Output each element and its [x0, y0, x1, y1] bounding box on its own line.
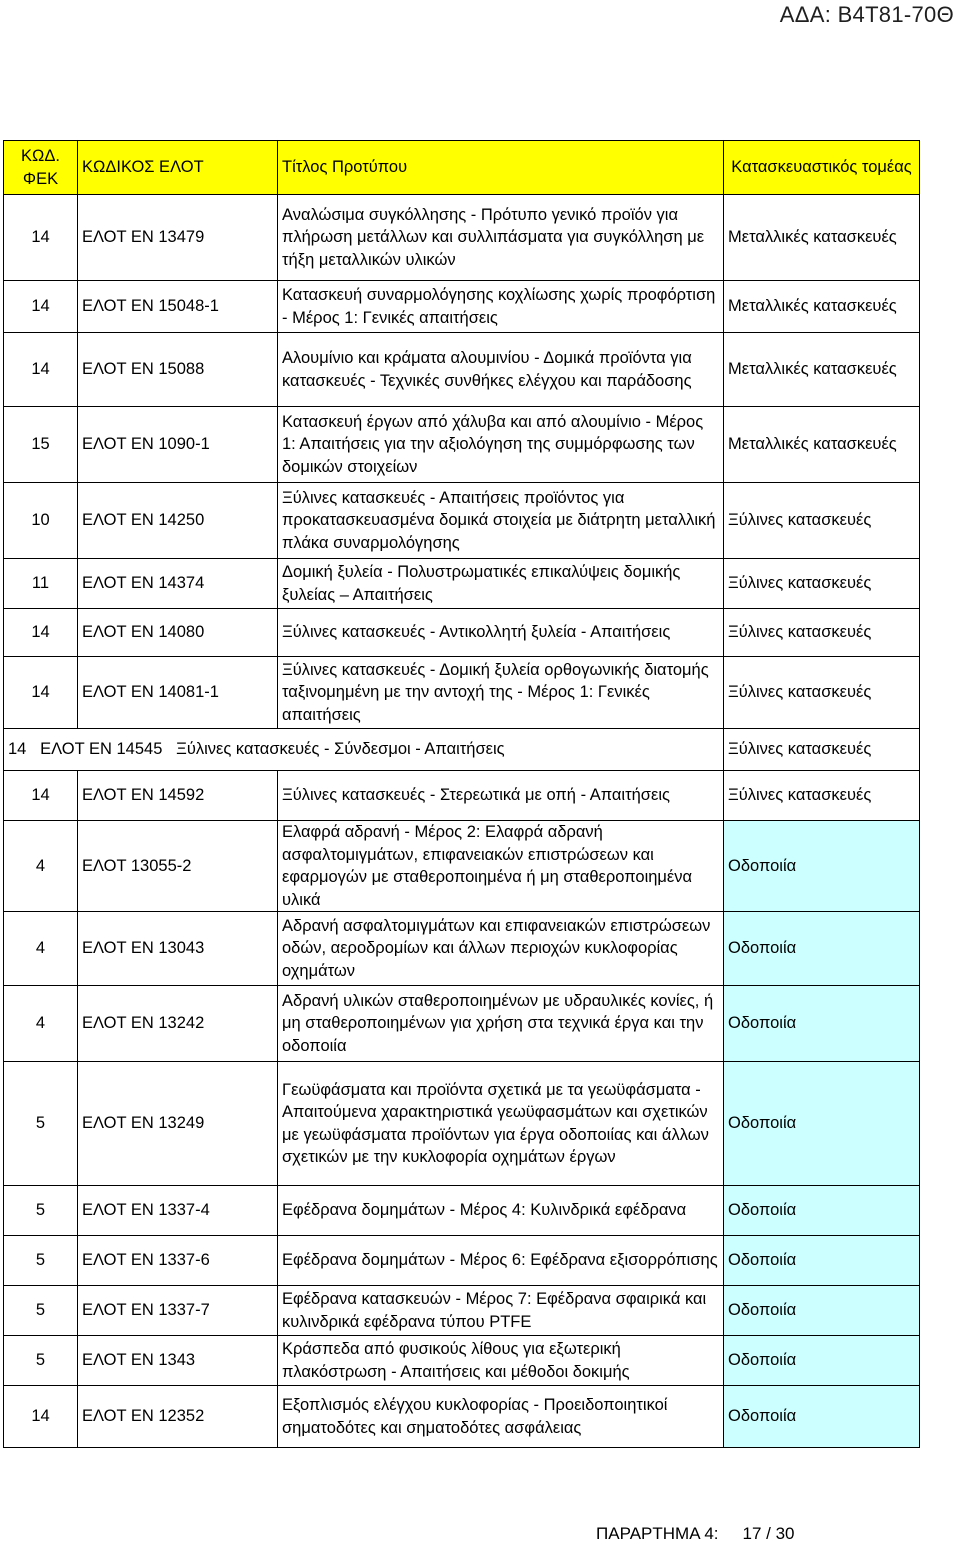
- cell-sector: Οδοποιία: [724, 986, 920, 1062]
- cell-sector: Μεταλλικές κατασκευές: [724, 407, 920, 483]
- table-row: [4, 1386, 920, 1448]
- cell-code: ΕΛΟΤ ΕΝ 14374: [78, 559, 278, 609]
- cell-title: Αδρανή υλικών σταθεροποιημένων με υδραυλικές κονίες, ή μη σταθεροποιημένων για χρήση στα τεχνικά έργα και την οδοποιία: [278, 986, 724, 1062]
- cell-fek: 14: [4, 1386, 78, 1448]
- cell-fek: 14: [4, 771, 78, 821]
- table-row: [4, 559, 920, 609]
- cell-sector: Ξύλινες κατασκευές: [724, 559, 920, 609]
- cell-fek: 4: [4, 986, 78, 1062]
- cell-fek: 5: [4, 1336, 78, 1386]
- table-row: [4, 1236, 920, 1286]
- table-row: [4, 912, 920, 986]
- table-row: [4, 333, 920, 407]
- cell-title: Εξοπλισμός ελέγχου κυκλοφορίας - Προειδοποιητικοί σηματοδότες και σηματοδότες ασφάλειας: [278, 1386, 724, 1448]
- cell-title: Κατασκευή έργων από χάλυβα και από αλουμίνιο - Μέρος 1: Απαιτήσεις για την αξιολόγηση της συμμόρφωσης των δομικών στοιχείων: [278, 407, 724, 483]
- cell-fek: 4: [4, 912, 78, 986]
- cell-code: ΕΛΟΤ ΕΝ 13242: [78, 986, 278, 1062]
- cell-title: Κράσπεδα από φυσικούς λίθους για εξωτερική πλακόστρωση - Απαιτήσεις και μέθοδοι δοκιμής: [278, 1336, 724, 1386]
- cell-title: Ξύλινες κατασκευές - Αντικολλητή ξυλεία - Απαιτήσεις: [278, 609, 724, 657]
- cell-code: ΕΛΟΤ ΕΝ 14250: [78, 483, 278, 559]
- cell-title: Κατασκευή συναρμολόγησης κοχλίωσης χωρίς προφόρτιση - Μέρος 1: Γενικές απαιτήσεις: [278, 281, 724, 333]
- cell-title: Εφέδρανα δομημάτων - Μέρος 6: Εφέδρανα εξισορρόπισης: [278, 1236, 724, 1286]
- table-row: [4, 195, 920, 281]
- cell-fek: 4: [4, 821, 78, 912]
- table-row: [4, 986, 920, 1062]
- cell-code: ΕΛΟΤ ΕΝ 14080: [78, 609, 278, 657]
- cell-code: ΕΛΟΤ ΕΝ 15048-1: [78, 281, 278, 333]
- col-header-fek: ΚΩΔ. ΦΕΚ: [4, 141, 78, 195]
- cell-title: Ξύλινες κατασκευές - Δομική ξυλεία ορθογωνικής διατομής ταξινομημένη με την αντοχή της - Μέρος 1: Γενικές απαιτήσεις: [278, 657, 724, 729]
- cell-sector: Μεταλλικές κατασκευές: [724, 195, 920, 281]
- cell-fek: 14: [4, 657, 78, 729]
- cell-title: Αδρανή ασφαλτομιγμάτων και επιφανειακών επιστρώσεων οδών, αεροδρομίων και άλλων περιοχών κυκλοφορίας οχημάτων: [278, 912, 724, 986]
- cell-title: Δομική ξυλεία - Πολυστρωματικές επικαλύψεις δομικής ξυλείας – Απαιτήσεις: [278, 559, 724, 609]
- cell-code: ΕΛΟΤ ΕΝ 13249: [78, 1062, 278, 1186]
- row-span-text: 14 ΕΛΟΤ ΕΝ 14545 Ξύλινες κατασκευές - Σύνδεσμοι - Απαιτήσεις: [4, 729, 724, 771]
- cell-sector: Οδοποιία: [724, 821, 920, 912]
- col-header-sector: Κατασκευαστικός τομέας: [724, 141, 920, 195]
- cell-code: ΕΛΟΤ ΕΝ 13479: [78, 195, 278, 281]
- cell-sector: Μεταλλικές κατασκευές: [724, 281, 920, 333]
- cell-title: Εφέδρανα κατασκευών - Μέρος 7: Εφέδρανα σφαιρικά και κυλινδρικά εφέδρανα τύπου PTFE: [278, 1286, 724, 1336]
- table-row: [4, 281, 920, 333]
- cell-sector: Ξύλινες κατασκευές: [724, 609, 920, 657]
- table-header-row: [4, 141, 920, 195]
- cell-fek: 14: [4, 333, 78, 407]
- cell-title: Γεωϋφάσματα και προϊόντα σχετικά με τα γεωϋφάσματα - Απαιτούμενα χαρακτηριστικά γεωϋφασμάτων και σχετικών με γεωϋφάσματα προϊόντων για έργα οδοποιίας και άλλων σχετικών με την κυκλοφορία οχημάτων έργων: [278, 1062, 724, 1186]
- cell-title: Ξύλινες κατασκευές - Απαιτήσεις προϊόντος για προκατασκευασμένα δομικά στοιχεία με διάτρητη μεταλλική πλάκα συναρμολόγησης: [278, 483, 724, 559]
- cell-code: ΕΛΟΤ ΕΝ 15088: [78, 333, 278, 407]
- ada-code: ΑΔΑ: Β4Τ81-70Θ: [779, 2, 954, 27]
- table-row: [4, 771, 920, 821]
- cell-code: ΕΛΟΤ ΕΝ 12352: [78, 1386, 278, 1448]
- cell-sector: Ξύλινες κατασκευές: [724, 729, 920, 771]
- col-header-code: ΚΩΔΙΚΟΣ ΕΛΟΤ: [78, 141, 278, 195]
- table-row: [4, 657, 920, 729]
- cell-code: ΕΛΟΤ ΕΝ 1337-6: [78, 1236, 278, 1286]
- cell-fek: 14: [4, 281, 78, 333]
- table-row: [4, 821, 920, 912]
- table-row: [4, 1336, 920, 1386]
- cell-fek: 15: [4, 407, 78, 483]
- annex-label: ΠΑΡΑΡΤΗΜΑ 4:: [596, 1524, 719, 1543]
- cell-fek: 5: [4, 1186, 78, 1236]
- cell-title: Εφέδρανα δομημάτων - Μέρος 4: Κυλινδρικά εφέδρανα: [278, 1186, 724, 1236]
- table-row: [4, 1186, 920, 1236]
- cell-sector: Ξύλινες κατασκευές: [724, 483, 920, 559]
- standards-table: [3, 140, 920, 1448]
- cell-sector: Οδοποιία: [724, 1386, 920, 1448]
- col-header-title: Τίτλος Προτύπου: [278, 141, 724, 195]
- cell-sector: Οδοποιία: [724, 1062, 920, 1186]
- cell-code: ΕΛΟΤ ΕΝ 14592: [78, 771, 278, 821]
- cell-fek: 11: [4, 559, 78, 609]
- cell-sector: Οδοποιία: [724, 1286, 920, 1336]
- cell-title: Αλουμίνιο και κράματα αλουμινίου - Δομικά προϊόντα για κατασκευές - Τεχνικές συνθήκες ελέγχου και παράδοσης: [278, 333, 724, 407]
- table-row: [4, 729, 920, 771]
- cell-code: ΕΛΟΤ 13055-2: [78, 821, 278, 912]
- table-row: [4, 609, 920, 657]
- cell-sector: Μεταλλικές κατασκευές: [724, 333, 920, 407]
- page-number: 17 / 30: [742, 1524, 795, 1543]
- table-row: [4, 1286, 920, 1336]
- table-row: [4, 407, 920, 483]
- table-body: [4, 195, 920, 1448]
- cell-sector: Οδοποιία: [724, 1236, 920, 1286]
- cell-code: ΕΛΟΤ ΕΝ 1343: [78, 1336, 278, 1386]
- table-row: [4, 483, 920, 559]
- cell-fek: 5: [4, 1062, 78, 1186]
- cell-code: ΕΛΟΤ ΕΝ 14081-1: [78, 657, 278, 729]
- cell-sector: Οδοποιία: [724, 1186, 920, 1236]
- page-footer: [596, 1524, 795, 1544]
- cell-code: ΕΛΟΤ ΕΝ 13043: [78, 912, 278, 986]
- cell-fek: 14: [4, 609, 78, 657]
- cell-sector: Ξύλινες κατασκευές: [724, 657, 920, 729]
- cell-fek: 10: [4, 483, 78, 559]
- cell-title: Ξύλινες κατασκευές - Στερεωτικά με οπή - Απαιτήσεις: [278, 771, 724, 821]
- cell-fek: 5: [4, 1286, 78, 1336]
- cell-code: ΕΛΟΤ ΕΝ 1090-1: [78, 407, 278, 483]
- cell-sector: Οδοποιία: [724, 912, 920, 986]
- cell-title: Ελαφρά αδρανή - Μέρος 2: Ελαφρά αδρανή ασφαλτομιγμάτων, επιφανειακών επιστρώσεων και εφαρμογών με σταθεροποιημένα ή μη σταθεροποιημένα υλικά: [278, 821, 724, 912]
- cell-sector: Οδοποιία: [724, 1336, 920, 1386]
- cell-fek: 14: [4, 195, 78, 281]
- cell-title: Αναλώσιμα συγκόλλησης - Πρότυπο γενικό προϊόν για πλήρωση μετάλλων και συλλιπάσματα για συγκόλληση με τήξη μεταλλικών υλικών: [278, 195, 724, 281]
- cell-fek: 5: [4, 1236, 78, 1286]
- cell-code: ΕΛΟΤ ΕΝ 1337-4: [78, 1186, 278, 1236]
- table-row: [4, 1062, 920, 1186]
- cell-sector: Ξύλινες κατασκευές: [724, 771, 920, 821]
- cell-code: ΕΛΟΤ ΕΝ 1337-7: [78, 1286, 278, 1336]
